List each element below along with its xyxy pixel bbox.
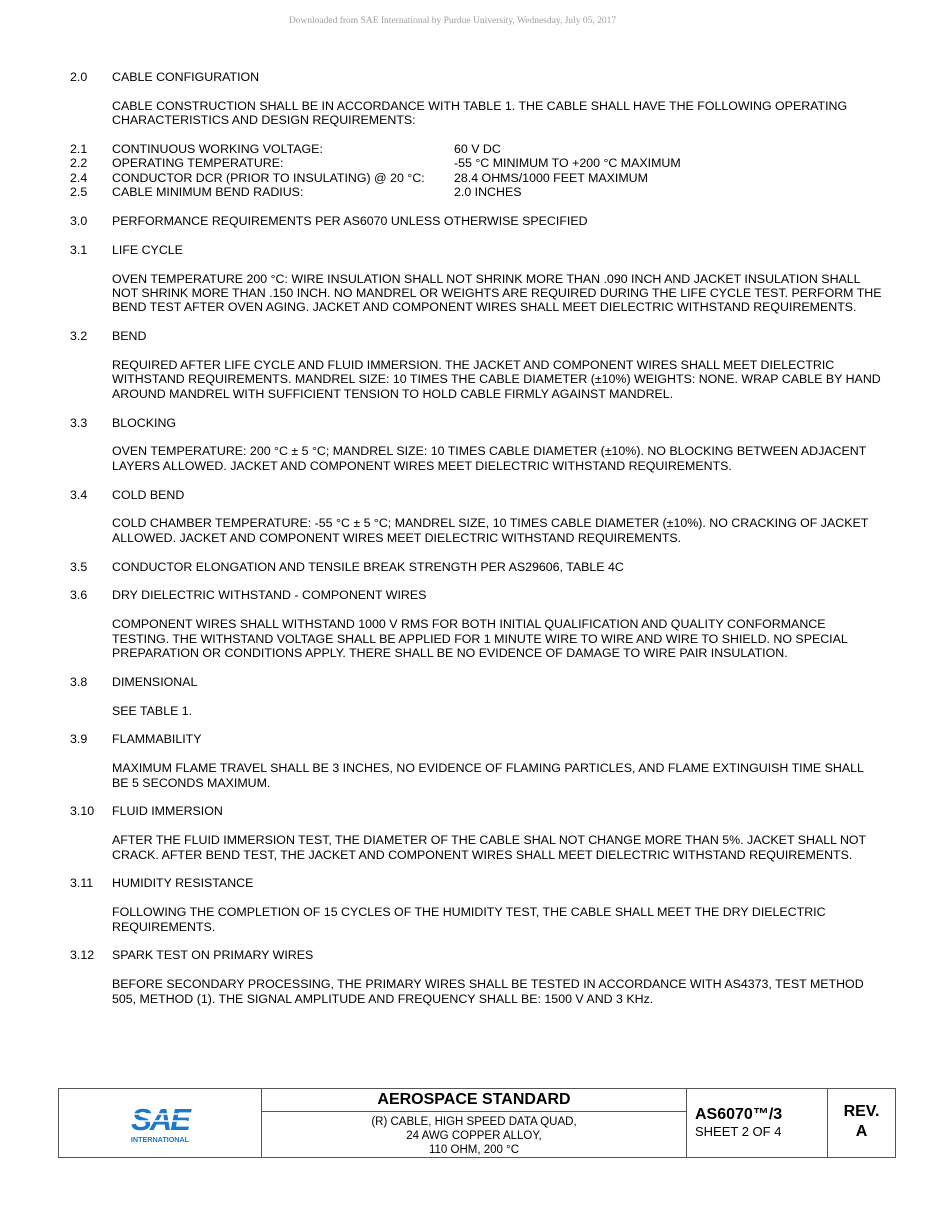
section-heading — [70, 948, 882, 962]
characteristic-row — [70, 171, 882, 185]
subtitle-line: 110 OHM, 200 °C — [428, 1144, 520, 1156]
section-number: 3.10 — [70, 804, 95, 819]
characteristic-row — [70, 142, 882, 156]
section-heading — [70, 214, 882, 228]
section-number: 3.0 — [70, 214, 88, 229]
section-title: HUMIDITY RESISTANCE — [112, 876, 254, 891]
section-number: 3.1 — [70, 242, 88, 257]
section-number: 2.0 — [70, 70, 88, 84]
characteristic-number: 2.2 — [70, 156, 88, 171]
section-body: COMPONENT WIRES SHALL WITHSTAND 1000 V RMS FOR BOTH INITIAL QUALIFICATION AND QUALITY CONFORMANCE TESTING. THE WITHSTAND VOLTAGE SHALL BE APPLIED FOR 1 MINUTE WIRE TO WIRE AND WIRE TO SHIELD. NO SPECIAL PREPARATION OR CONDITIONS APPLY. THERE SHALL BE NO EVIDENCE OF DAMAGE TO WIRE PAIR INSULATION. — [112, 617, 848, 661]
section-title: CABLE CONFIGURATION — [112, 70, 260, 84]
section-title: BLOCKING — [112, 415, 177, 430]
section-body: FOLLOWING THE COMPLETION OF 15 CYCLES OF THE HUMIDITY TEST, THE CABLE SHALL MEET THE DRY DIELECTRIC REQUIREMENTS. — [112, 905, 826, 934]
subtitle-line: 24 AWG COPPER ALLOY, — [406, 1130, 542, 1142]
subtitle-line: (R) CABLE, HIGH SPEED DATA QUAD, — [371, 1116, 577, 1128]
section-number: 3.6 — [70, 588, 88, 603]
section-title: BEND — [112, 329, 147, 344]
sae-logo-icon — [125, 1100, 195, 1146]
section-title: COLD BEND — [112, 487, 185, 502]
section-body: SEE TABLE 1. — [112, 703, 193, 718]
revision-cell — [828, 1089, 895, 1157]
section-heading — [70, 804, 882, 818]
section-number: 3.5 — [70, 559, 88, 574]
section-body: MAXIMUM FLAME TRAVEL SHALL BE 3 INCHES, NO EVIDENCE OF FLAMING PARTICLES, AND FLAME EXTINGUISH TIME SHALL BE 5 SECONDS MAXIMUM. — [112, 761, 864, 790]
characteristic-value: 28.4 OHMS/1000 FEET MAXIMUM — [454, 170, 648, 185]
section-heading — [70, 732, 882, 746]
characteristic-number: 2.5 — [70, 185, 88, 200]
characteristic-label: OPERATING TEMPERATURE: — [112, 156, 284, 171]
svg-text:INTERNATIONAL: INTERNATIONAL — [130, 1135, 190, 1144]
section-body: CABLE CONSTRUCTION SHALL BE IN ACCORDANCE WITH TABLE 1. THE CABLE SHALL HAVE THE FOLLOWING OPERATING CHARACTERISTICS AND DESIGN REQUIREMENTS: — [112, 98, 848, 128]
characteristic-label: CABLE MINIMUM BEND RADIUS: — [112, 185, 304, 200]
characteristic-value: 60 V DC — [454, 142, 501, 156]
section-heading — [70, 243, 882, 257]
section-body: AFTER THE FLUID IMMERSION TEST, THE DIAMETER OF THE CABLE SHAL NOT CHANGE MORE THAN 5%. JACKET SHALL NOT CRACK. AFTER BEND TEST, THE JACKET AND COMPONENT WIRES SHALL MEET DIELECTRIC WITHSTAND REQUIREMENTS. — [112, 833, 866, 862]
sheet-number: SHEET 2 OF 4 — [695, 1124, 782, 1139]
section-number: 3.9 — [70, 732, 88, 747]
section-number: 3.11 — [70, 876, 94, 891]
section-heading — [70, 70, 882, 84]
section-number: 3.3 — [70, 415, 88, 430]
characteristic-row — [70, 185, 882, 199]
section-title: LIFE CYCLE — [112, 242, 183, 257]
section-body: OVEN TEMPERATURE: 200 °C ± 5 °C; MANDREL SIZE: 10 TIMES CABLE DIAMETER (±10%). NO BLOCKING BETWEEN ADJACENT LAYERS ALLOWED. JACKET AND COMPONENT WIRES MEET DIELECTRIC WITHSTAND REQUIREMENTS. — [112, 444, 867, 473]
characteristics-list — [70, 142, 882, 200]
document-body — [70, 70, 882, 1020]
revision-label: REV. — [843, 1103, 880, 1120]
title-block — [58, 1088, 896, 1158]
characteristic-value: 2.0 INCHES — [454, 185, 522, 200]
download-watermark: Downloaded from SAE International by Purdue University, Wednesday, July 05, 2017 — [288, 16, 617, 26]
characteristic-number: 2.1 — [70, 142, 88, 156]
characteristic-number: 2.4 — [70, 170, 88, 185]
characteristic-row — [70, 156, 882, 170]
characteristic-value: -55 °C MINIMUM TO +200 °C MAXIMUM — [454, 156, 681, 171]
revision-value: A — [855, 1123, 868, 1140]
section-number: 3.12 — [70, 948, 95, 963]
standard-title: AEROSPACE STANDARD — [262, 1089, 686, 1112]
sae-logo — [59, 1089, 262, 1157]
section-title: DIMENSIONAL — [112, 674, 198, 689]
section-heading — [70, 488, 882, 502]
section-number: 3.2 — [70, 329, 88, 344]
section-body: OVEN TEMPERATURE 200 °C: WIRE INSULATION SHALL NOT SHRINK MORE THAN .090 INCH AND JACKET INSULATION SHALL NOT SHRINK MORE THAN .150 INCH. NO MANDREL OR WEIGHTS ARE REQUIRED DURING THE LIFE CYCLE TEST. PERFORM THE BEND TEST AFTER OVEN AGING. JACKET AND COMPONENT WIRES SHALL MEET DIELECTRIC WITHSTAND REQUIREMENTS. — [112, 271, 882, 315]
section-body: COLD CHAMBER TEMPERATURE: -55 °C ± 5 °C; MANDREL SIZE, 10 TIMES CABLE DIAMETER (±10%). NO CRACKING OF JACKET ALLOWED. JACKET AND COMPONENT WIRES MEET DIELECTRIC WITHSTAND REQUIREMENTS. — [112, 516, 869, 545]
section-heading — [70, 876, 882, 890]
section-title: PERFORMANCE REQUIREMENTS PER AS6070 UNLESS OTHERWISE SPECIFIED — [112, 214, 588, 229]
document-number: AS6070™/3 — [695, 1106, 783, 1123]
section-title: DRY DIELECTRIC WITHSTAND - COMPONENT WIRES — [112, 588, 427, 603]
section-heading — [70, 329, 882, 343]
section-heading — [70, 588, 882, 602]
section-title: FLAMMABILITY — [112, 732, 202, 747]
standard-subtitle — [262, 1112, 686, 1157]
standard-title-cell — [262, 1089, 687, 1157]
section-number: 3.4 — [70, 487, 88, 502]
section-heading — [70, 416, 882, 430]
section-body: REQUIRED AFTER LIFE CYCLE AND FLUID IMMERSION. THE JACKET AND COMPONENT WIRES SHALL MEET DIELECTRIC WITHSTAND REQUIREMENTS. MANDREL SIZE: 10 TIMES THE CABLE DIAMETER (±10%) WEIGHTS: NONE. WRAP CABLE BY HAND AROUND MANDREL WITH SUFFICIENT TENSION TO HOLD CABLE FIRMLY AGAINST MANDREL. — [112, 358, 881, 401]
section-title: SPARK TEST ON PRIMARY WIRES — [112, 948, 314, 963]
section-body: BEFORE SECONDARY PROCESSING, THE PRIMARY WIRES SHALL BE TESTED IN ACCORDANCE WITH AS4373, TEST METHOD 505, METHOD (1). THE SIGNAL AMPLITUDE AND FREQUENCY SHALL BE: 1500 V AND 3 KHz. — [112, 977, 864, 1006]
characteristic-label: CONDUCTOR DCR (PRIOR TO INSULATING) @ 20 °C: — [112, 170, 425, 185]
section-title: CONDUCTOR ELONGATION AND TENSILE BREAK STRENGTH PER AS29606, TABLE 4C — [112, 559, 624, 574]
section-number: 3.8 — [70, 674, 88, 689]
section-title: FLUID IMMERSION — [112, 804, 223, 819]
section-heading — [70, 560, 882, 574]
section-heading — [70, 675, 882, 689]
document-number-cell — [687, 1089, 828, 1157]
characteristic-label: CONTINUOUS WORKING VOLTAGE: — [112, 142, 323, 156]
svg-text:SAE: SAE — [131, 1102, 189, 1137]
